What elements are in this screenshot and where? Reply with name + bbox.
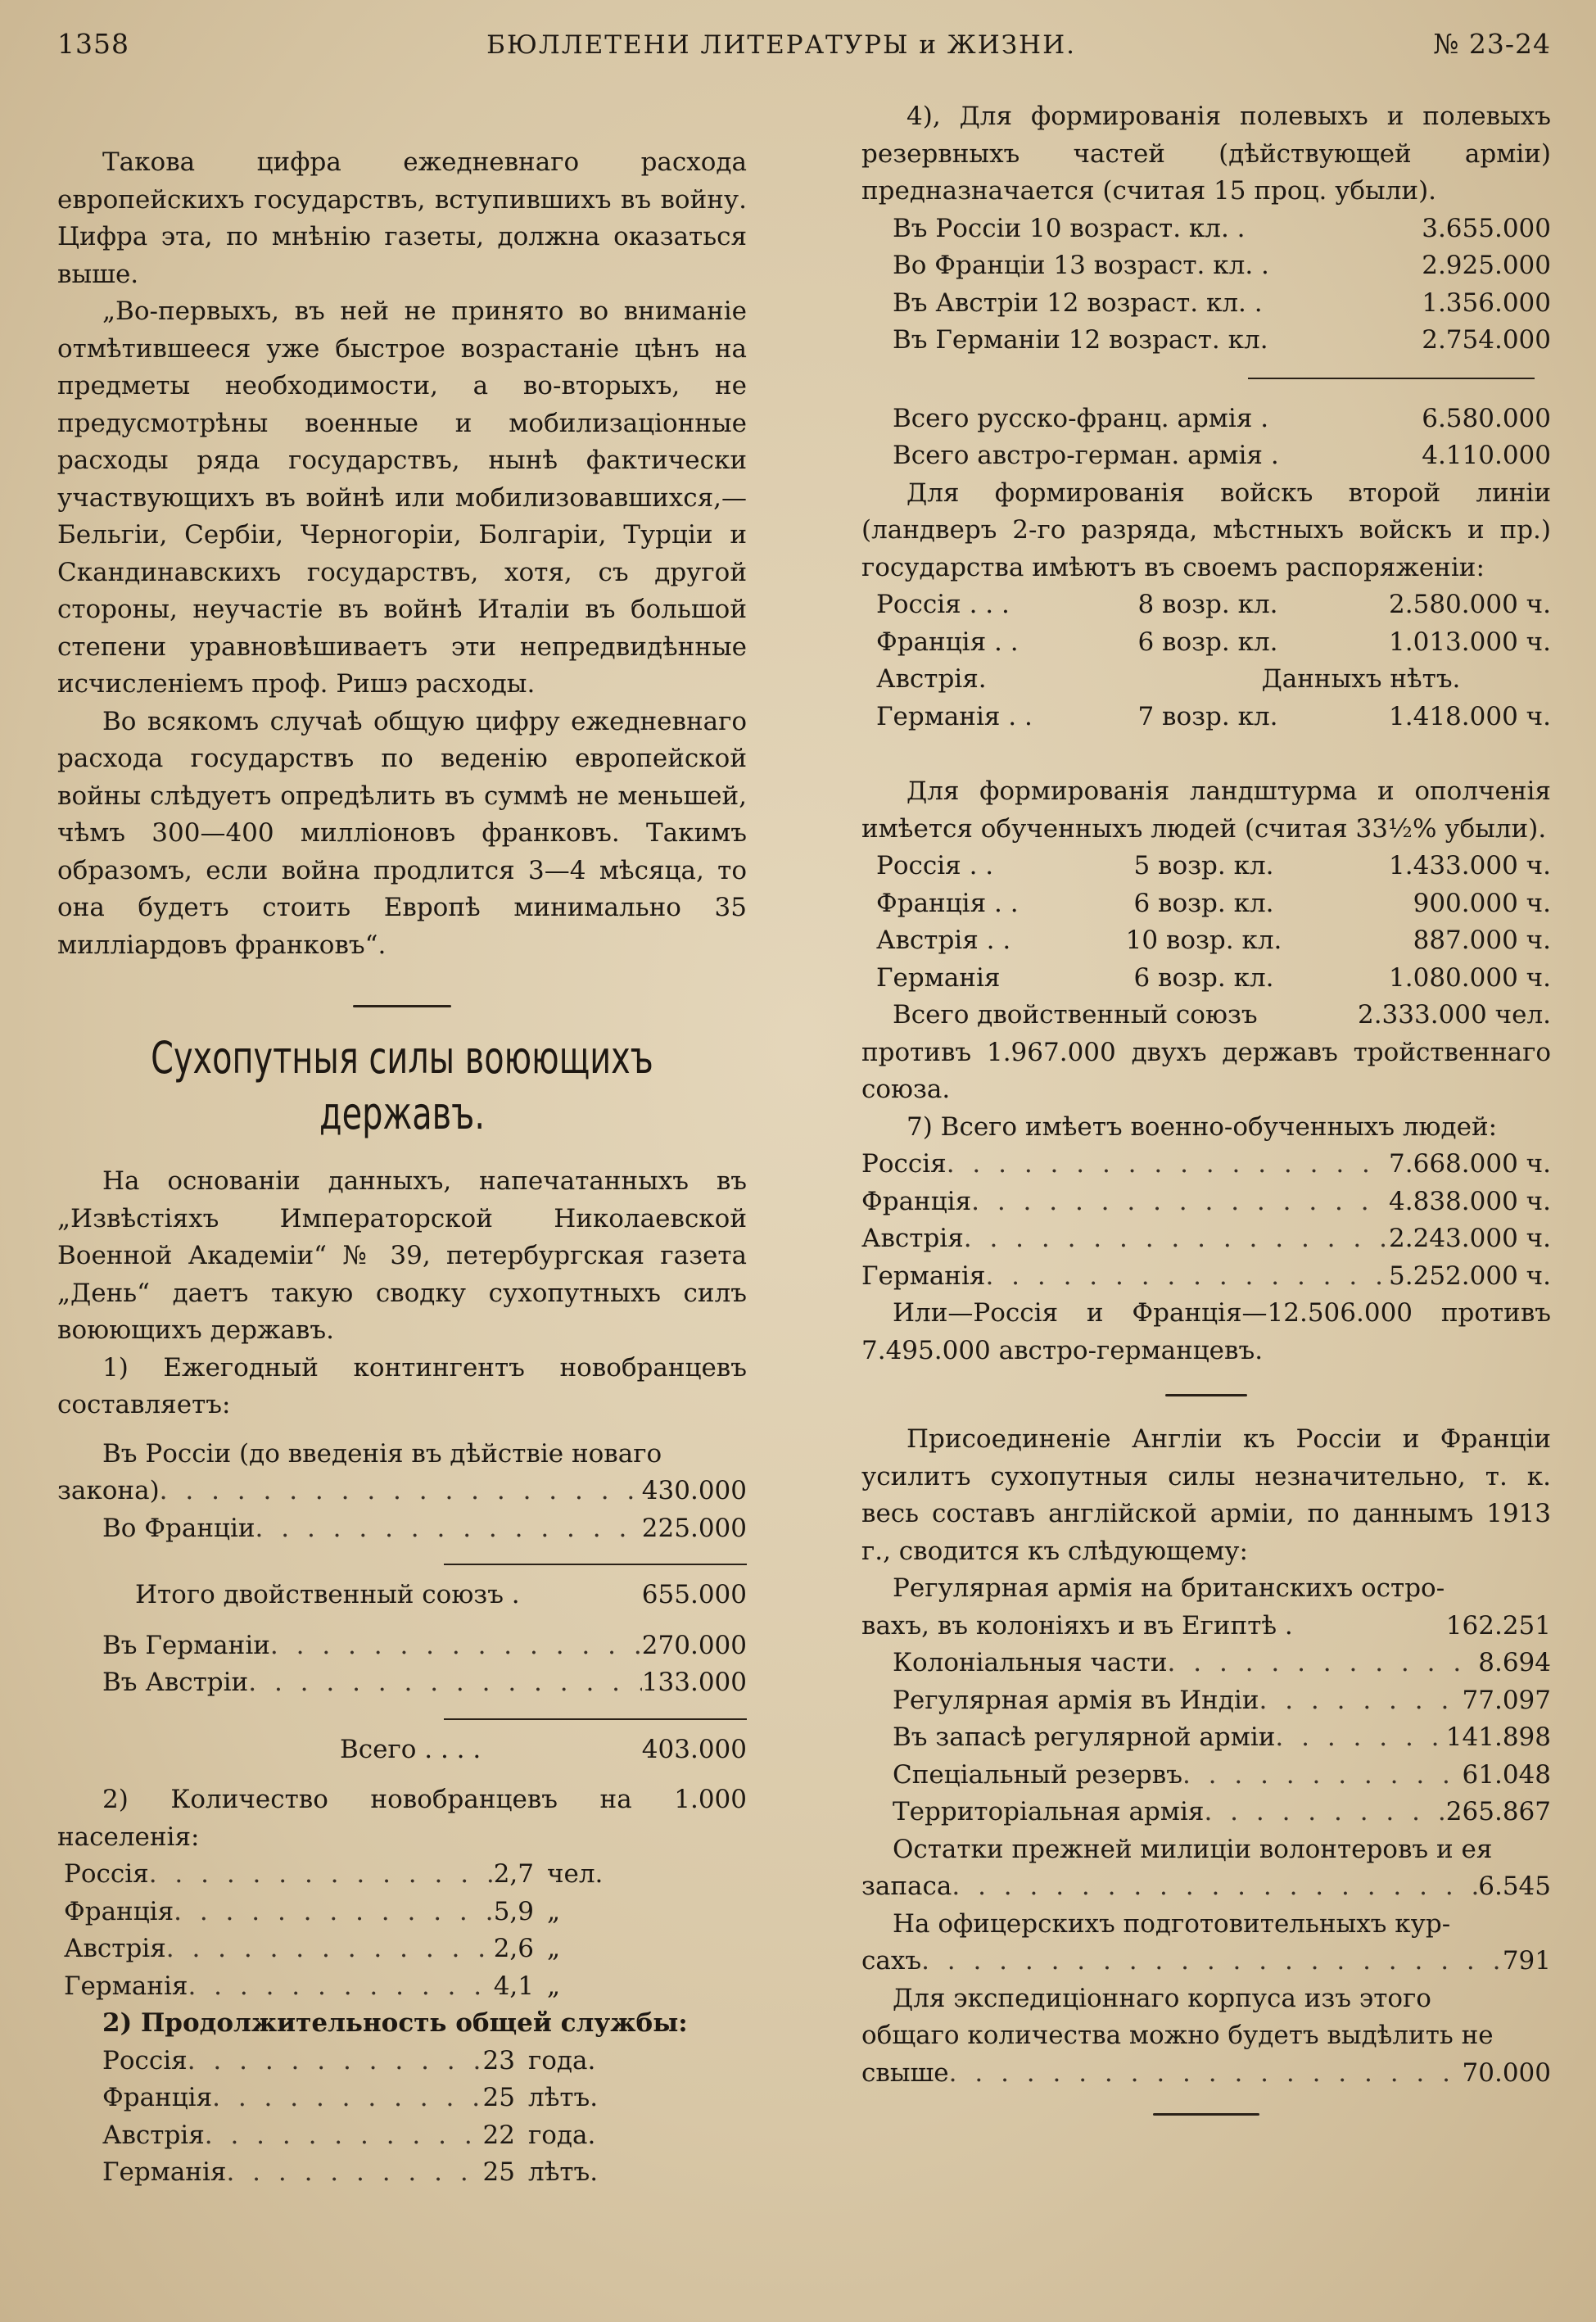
leader-dots (149, 1856, 494, 1894)
row-value: 141.898 (1445, 1722, 1551, 1752)
right-column (861, 98, 1551, 2192)
row-class: 6 возр. кл. (1133, 888, 1274, 918)
left-column (57, 144, 747, 2192)
row-label: Во Франціи 13 возраст. кл. . (893, 251, 1269, 280)
table-row (861, 1868, 1551, 1906)
row-label: Германія (861, 1261, 986, 1291)
row-class: 5 возр. кл. (1133, 851, 1274, 880)
row-value: 25 (482, 2083, 515, 2112)
issue-number: № 23-24 (1433, 28, 1551, 60)
row-label: сахъ (861, 1946, 922, 1976)
table-row (861, 997, 1551, 1034)
subsection-title: 2) Продолжительность общей службы: (102, 2008, 688, 2038)
subsection-title: 1) Ежегодный контингентъ новобранцевъ составляетъ: (57, 1352, 747, 1419)
table-row (64, 1894, 637, 1931)
row-value: 2.925.000 (1422, 251, 1551, 280)
paragraph: Присоединеніе Англіи къ Россіи и Франціи усилитъ сухопутныя силы незначительно, т. к. весь составъ англійской арміи, по даннымъ 1913 г., сводится къ слѣдующему: (861, 1424, 1551, 1566)
section-divider (1153, 2113, 1259, 2116)
row-label: Колоніальныя части (893, 1648, 1168, 1677)
table-row (861, 437, 1551, 475)
row-label: Австрія (861, 1224, 964, 1253)
row-label: Во Франціи (102, 1513, 255, 1543)
table-row (861, 1146, 1551, 1184)
row-value: 1.013.000 ч. (1389, 627, 1551, 657)
columns (57, 102, 1551, 2192)
row-label: Франція (861, 1186, 972, 1216)
trained-table (861, 1146, 1551, 1295)
leader-dots (964, 1220, 1389, 1258)
row-label: Германія (876, 962, 1001, 993)
row-label: Всего австро-герман. армія . (893, 441, 1279, 470)
row-label: Франція (102, 2083, 213, 2112)
row-label: Въ запасѣ регулярной арміи (893, 1722, 1276, 1752)
table-row (57, 1627, 747, 1665)
row-value: Данныхъ нѣтъ. (1261, 664, 1461, 694)
subsection-title: 2) Количество новобранцевъ на 1.000 населенія: (57, 1785, 747, 1852)
row-class: 6 возр. кл. (1137, 627, 1278, 657)
table-row (57, 1577, 747, 1614)
row-class: 7 возр. кл. (1137, 701, 1278, 731)
leader-dots (188, 1968, 493, 2006)
field-army-table (861, 210, 1551, 360)
table-row (861, 1184, 1551, 1221)
row-label: Въ Австріи 12 возраст. кл. . (893, 287, 1263, 318)
row-label: Россія . . (876, 851, 994, 880)
sum-rule (444, 1718, 747, 1720)
heading-line: Сухопутныя силы воюющихъ (151, 1032, 653, 1084)
leader-dots (1182, 1757, 1463, 1795)
row-label: Для экспедиціоннаго корпуса изъ этого (893, 1983, 1431, 2013)
row-label: Территоріальная армія (893, 1797, 1205, 1826)
table-row (57, 1731, 747, 1769)
row-class: 6 возр. кл. (1133, 962, 1274, 993)
row-value: 1.418.000 ч. (1389, 701, 1551, 731)
paragraph: На основаніи данныхъ, напечатанныхъ въ „Извѣстіяхъ Императорской Николаевской Военной Академіи“ № 39, петербургская газета „День“ даетъ такую сводку сухопутныхъ силъ воюющихъ державъ. (57, 1166, 747, 1345)
row-unit: чел. (547, 1859, 604, 1889)
table-row (57, 1473, 747, 1510)
row-label: Регулярная армія въ Индіи (893, 1685, 1259, 1715)
row-value: 2,7 (493, 1859, 534, 1889)
table-row (57, 1510, 747, 1548)
table-row (893, 1645, 1551, 1682)
row-unit: года. (528, 2120, 596, 2150)
row-value: 22 (482, 2120, 515, 2150)
row-label: закона) (57, 1476, 160, 1505)
row-label: Всего . . . . (340, 1734, 482, 1764)
table-row (893, 247, 1551, 285)
table-row (893, 210, 1551, 248)
paragraph: Или—Россія и Франція—12.506.000 противъ 7.495.000 австро-германцевъ. (861, 1298, 1551, 1365)
row-label: Франція . . (876, 888, 1019, 918)
row-value: 403.000 (641, 1734, 747, 1764)
paragraph: Для формированія войскъ второй линіи (ландверъ 2-го разряда, мѣстныхъ войскъ и пр.) государства имѣютъ въ своемъ распоряженіи: (861, 478, 1551, 582)
table-row (64, 1930, 637, 1968)
row-label: Франція . . (876, 627, 1019, 657)
table-row (893, 1794, 1551, 1831)
leader-dots (1275, 1719, 1445, 1757)
leader-dots (921, 1943, 1503, 1980)
row-unit: „ (547, 1971, 561, 2001)
row-value: 900.000 ч. (1413, 888, 1551, 918)
row-unit: лѣтъ. (528, 2157, 599, 2187)
sum-rule (444, 1564, 747, 1565)
sum-rule (1248, 378, 1535, 379)
leader-dots (226, 2154, 482, 2192)
publication-title: БЮЛЛЕТЕНИ ЛИТЕРАТУРЫ и ЖИЗНИ. (486, 30, 1076, 60)
leader-dots (1168, 1645, 1479, 1682)
row-label: Германія . . (876, 701, 1033, 731)
table-row (861, 1258, 1551, 1296)
row-label (861, 1906, 1551, 1944)
row-value: 4.838.000 ч. (1389, 1186, 1551, 1216)
paragraph: противъ 1.967.000 двухъ державъ тройственнаго союза. (861, 1037, 1551, 1104)
row-label: Въ Россіи 10 возраст. кл. . (893, 213, 1246, 243)
paragraph: Такова цифра ежедневнаго расхода европейскихъ государствъ, вступившихъ въ войну. Цифра эта, по мнѣнію газеты, должна оказаться выше. (57, 147, 747, 289)
row-value: 4.110.000 (1422, 441, 1551, 470)
table-row (57, 1664, 747, 1702)
row-label: Россія (861, 1149, 947, 1179)
row-value: 2,6 (493, 1934, 534, 1963)
section-divider (353, 1005, 451, 1007)
russia-line: Въ Россіи (до введенія въ дѣйствіе новаго (102, 1438, 662, 1469)
leader-dots (949, 2055, 1463, 2093)
leader-dots (160, 1473, 642, 1510)
row-value: 77.097 (1462, 1685, 1551, 1715)
leader-dots (1259, 1682, 1463, 1720)
row-value: 225.000 (641, 1513, 747, 1543)
paragraph: Во всякомъ случаѣ общую цифру ежедневнаго расхода государствъ по веденію европейской войны слѣдуетъ опредѣлить въ суммѣ не меньшей, чѣмъ 300—400 милліоновъ франковъ. Такимъ образомъ, если война продлится 3—4 мѣсяца, то она будетъ стоить Европѣ минимально 35 милліардовъ франковъ“. (57, 706, 747, 960)
row-label: Австрія (102, 2120, 205, 2150)
row-value: 655.000 (641, 1580, 747, 1609)
table-row (861, 1608, 1551, 1645)
table-row (102, 2043, 618, 2080)
row-label: свыше (861, 2057, 949, 2088)
subsection-title: 4), Для формированія полевыхъ и полевыхъ резервныхъ частей (дѣйствующей арміи) предназначается (считая 15 проц. убыли). (861, 102, 1551, 206)
table-row (64, 1968, 637, 2006)
leader-dots (174, 1894, 494, 1931)
leader-dots (255, 1510, 642, 1548)
landsturm-table (861, 848, 1551, 997)
leader-dots (952, 1868, 1478, 1906)
row-label: Австрія . . (876, 926, 1011, 955)
paragraph: „Во-первыхъ, въ ней не принято во вниманіе отмѣтившееся уже быстрое возрастаніе цѣнъ на предметы необходимости, а во-вторыхъ, не предусмотрѣны военные и мобилизаціонные расходы ряда государствъ, нынѣ фактически участвующихъ въ войнѣ или мобилизовавшихся,—Бельгіи, Сербіи, Черногоріи, Болгаріи, Турціи и Скандинавскихъ государствъ, хотя, съ другой стороны, неучастіе въ войнѣ Италіи въ большой степени уравновѣшиваетъ эти непредвидѣнные исчисленіемъ проф. Ришэ расходы. (57, 296, 747, 699)
row-value: 2.243.000 ч. (1389, 1224, 1551, 1253)
table-row (861, 1943, 1551, 1980)
row-label: Всего русско-франц. армія . (893, 403, 1269, 433)
row-label: Всего двойственный союзъ (893, 1000, 1258, 1030)
row-label: Въ Австріи (102, 1668, 249, 1697)
row-label: Россія (64, 1859, 149, 1889)
row-value: 2.333.000 чел. (1357, 1000, 1551, 1030)
row-value: 8.694 (1478, 1648, 1551, 1677)
leader-dots (248, 1664, 642, 1702)
second-line-table (861, 586, 1551, 736)
row-value: 5.252.000 ч. (1389, 1261, 1551, 1291)
row-value: 5,9 (493, 1896, 534, 1926)
row-value: 162.251 (1445, 1610, 1551, 1641)
table-row (861, 401, 1551, 438)
section-divider (1165, 1394, 1247, 1396)
row-unit: года. (528, 2045, 596, 2075)
row-value: 430.000 (641, 1476, 747, 1505)
row-value: 1.356.000 (1422, 287, 1551, 318)
row-class: 10 возр. кл. (1125, 926, 1282, 955)
table-row (102, 2117, 618, 2155)
table-row (893, 322, 1551, 360)
row-label: На офицерскихъ подготовительныхъ кур- (893, 1908, 1451, 1939)
row-label: Германія (102, 2157, 227, 2187)
row-value: 265.867 (1445, 1797, 1551, 1826)
row-value: 6.545 (1478, 1872, 1551, 1901)
row-label: Спеціальный резервъ (893, 1759, 1182, 1790)
table-row (893, 285, 1551, 323)
row-value: 2.580.000 ч. (1389, 590, 1551, 619)
row-label: Австрія. (876, 664, 987, 694)
leader-dots (985, 1258, 1389, 1296)
row-label: Германія (64, 1971, 188, 2001)
row-value: 133.000 (641, 1668, 747, 1697)
heading-line: державъ. (319, 1088, 485, 1139)
row-label: запаса (861, 1872, 952, 1901)
row-value: 25 (482, 2157, 515, 2187)
table-row (102, 2080, 618, 2117)
row-value: 23 (482, 2045, 515, 2075)
row-value: 2.754.000 (1422, 325, 1551, 355)
row-value: 3.655.000 (1422, 213, 1551, 243)
leader-dots (212, 2080, 482, 2117)
row-label: Регулярная армія на британскихъ остро- (893, 1573, 1445, 1603)
row-class: 8 возр. кл. (1137, 590, 1278, 619)
row-label: Россія (102, 2045, 188, 2075)
leader-dots (1204, 1794, 1445, 1831)
recruits-table (57, 1856, 637, 2005)
row-unit: „ (547, 1934, 561, 1963)
table-row (861, 1220, 1551, 1258)
row-value: 791 (1502, 1946, 1551, 1976)
table-row (861, 2055, 1551, 2093)
row-label: Остатки прежней милиціи волонтеровъ и ея (893, 1834, 1493, 1864)
leader-dots (947, 1146, 1389, 1184)
page-header (57, 28, 1551, 75)
row-value: 6.580.000 (1422, 403, 1551, 433)
section-heading (120, 1030, 685, 1142)
row-label: вахъ, въ колоніяхъ и въ Египтѣ . (861, 1610, 1293, 1641)
row-label: Въ Германіи (102, 1630, 270, 1660)
leader-dots (188, 2043, 483, 2080)
row-label: Франція (64, 1896, 174, 1926)
table-row (893, 1682, 1551, 1720)
table-row (893, 1719, 1551, 1757)
service-table (57, 2043, 618, 2192)
subsection-title: 7) Всего имѣетъ военно-обученныхъ людей: (907, 1111, 1498, 1142)
table-row (64, 1856, 637, 1894)
row-unit: „ (547, 1896, 561, 1926)
row-value: 7.668.000 ч. (1389, 1149, 1551, 1179)
row-value: 4,1 (493, 1971, 534, 2001)
row-value: 70.000 (1462, 2057, 1551, 2088)
row-value: 270.000 (641, 1630, 747, 1660)
paragraph: Для формированія ландштурма и ополченія имѣется обученныхъ людей (считая 33½% убыли). (861, 776, 1551, 844)
table-row (893, 1757, 1551, 1795)
row-label: общаго количества можно будетъ выдѣлить не (861, 2021, 1494, 2050)
row-value: 887.000 ч. (1413, 926, 1551, 955)
row-label: Въ Германіи 12 возраст. кл. (893, 325, 1268, 355)
leader-dots (166, 1930, 494, 1968)
british-army-table (861, 1645, 1551, 1831)
row-unit: лѣтъ. (528, 2083, 599, 2112)
leader-dots (971, 1184, 1389, 1221)
row-label: Россія . . . (876, 590, 1010, 619)
row-value: 1.080.000 ч. (1389, 962, 1551, 993)
row-value: 1.433.000 ч. (1389, 851, 1551, 880)
row-value: 61.048 (1462, 1759, 1551, 1790)
page-number: 1358 (57, 28, 129, 60)
row-label: Австрія (64, 1934, 166, 1963)
leader-dots (270, 1627, 642, 1665)
row-label: Итого двойственный союзъ . (135, 1580, 520, 1609)
leader-dots (205, 2117, 483, 2155)
table-row (102, 2154, 618, 2192)
